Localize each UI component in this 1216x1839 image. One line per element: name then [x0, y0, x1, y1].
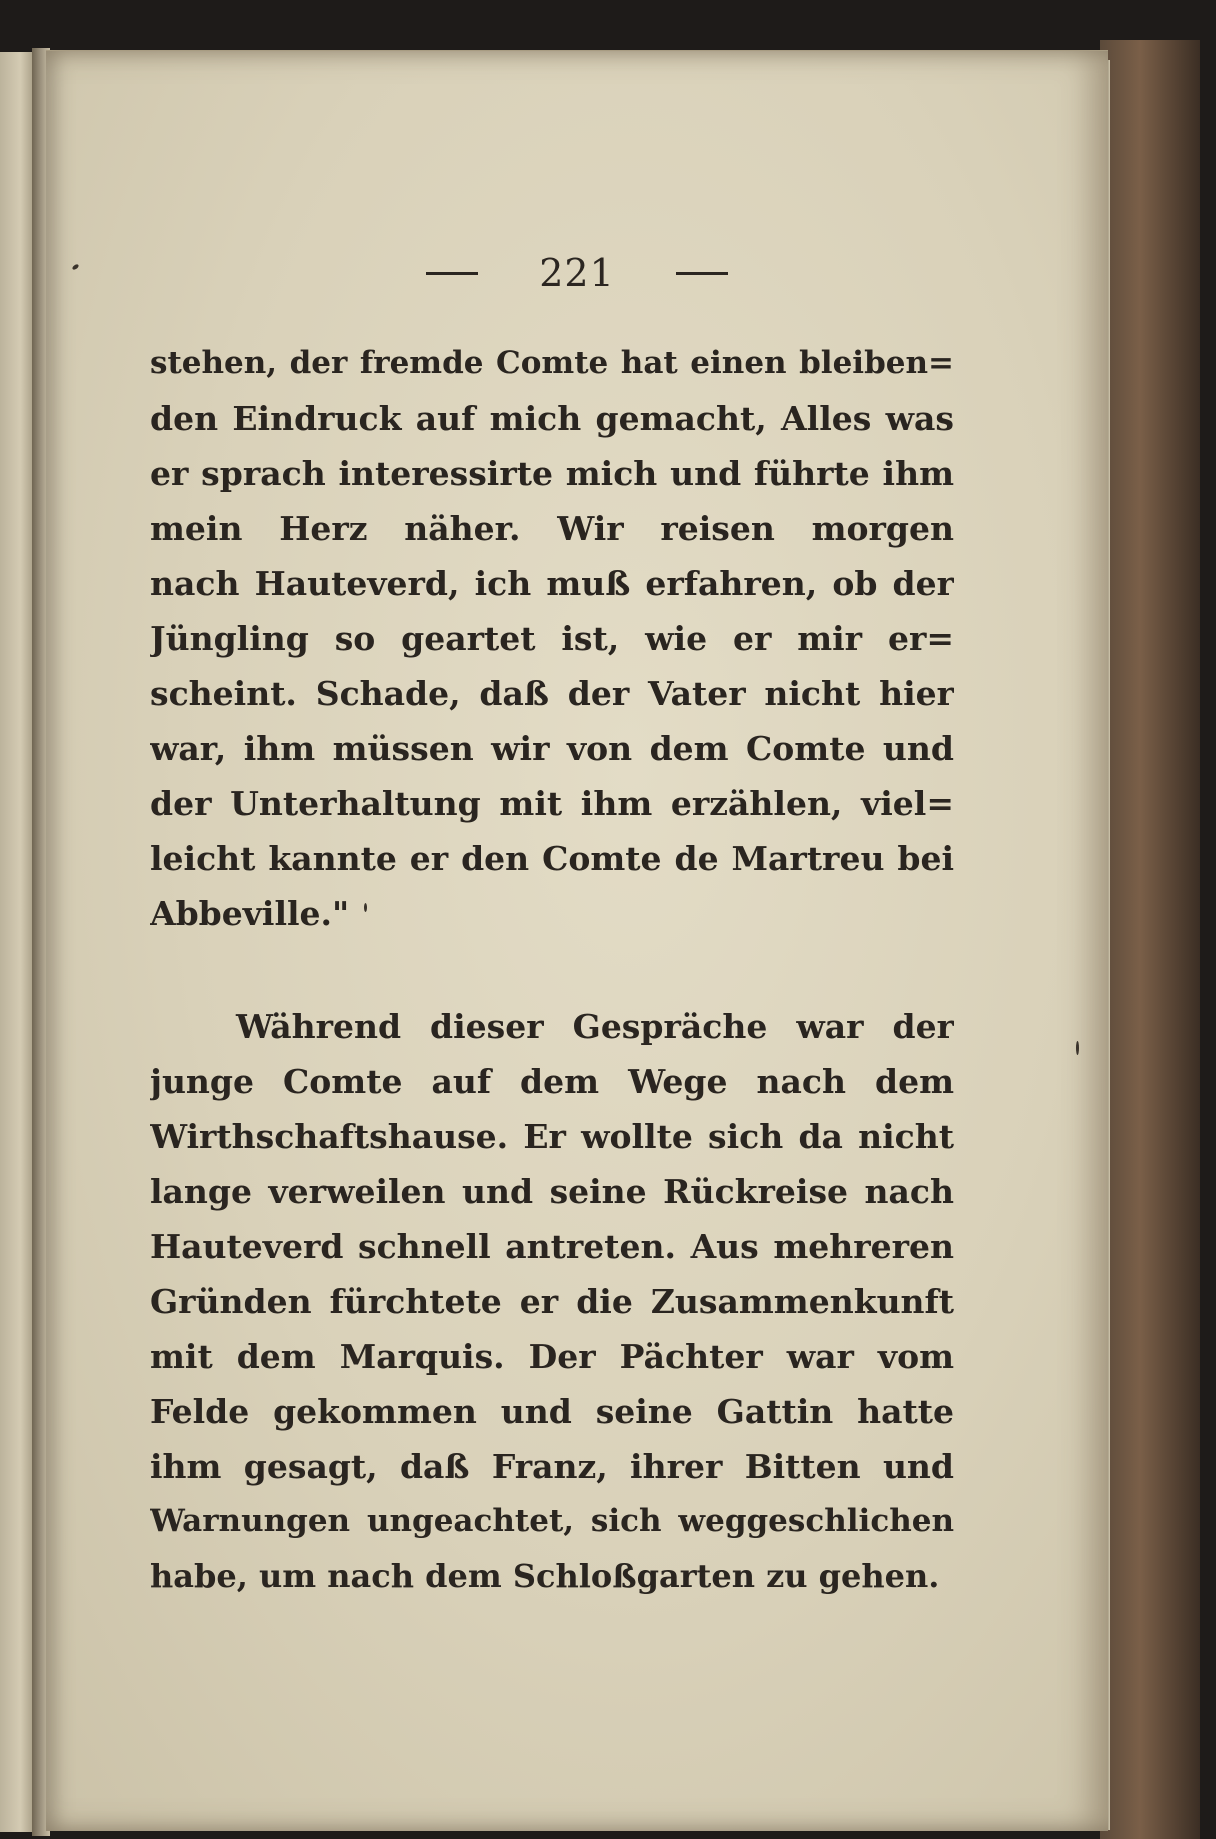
book-cover-edge — [1100, 40, 1200, 1839]
text-line: Hauteverd schnell antreten. Aus mehreren — [150, 1227, 954, 1266]
text-line: den Eindruck auf mich gemacht, Alles was — [150, 399, 954, 438]
text-line: ihm gesagt, daß Franz, ihrer Bitten und — [150, 1447, 954, 1486]
text-line: mein Herz näher. Wir reisen morgen — [150, 509, 954, 548]
facing-page-edge — [0, 52, 35, 1832]
book-page — [46, 50, 1108, 1831]
text-line: Wirthschaftshause. Er wollte sich da nicht — [150, 1117, 954, 1156]
header-dash-left — [426, 272, 478, 275]
text-line: leicht kannte er den Comte de Martreu bei — [150, 839, 954, 878]
text-line: der Unterhaltung mit ihm erzählen, viel= — [150, 784, 954, 823]
text-line: Warnungen ungeachtet, sich weggeschlichen — [150, 1503, 954, 1539]
paragraph-2 — [150, 999, 954, 1604]
page-header — [46, 251, 1108, 295]
text-line: lange verweilen und seine Rückreise nach — [150, 1172, 954, 1211]
paragraph-1 — [150, 336, 954, 941]
text-line: Felde gekommen und seine Gattin hatte — [150, 1392, 954, 1431]
text-line: habe, um nach dem Schloßgarten zu gehen. — [150, 1557, 940, 1595]
text-line: Jüngling so geartet ist, wie er mir er= — [150, 619, 954, 658]
text-line: junge Comte auf dem Wege nach dem — [150, 1062, 954, 1101]
text-line: mit dem Marquis. Der Pächter war vom — [150, 1337, 954, 1376]
ink-speck — [1076, 1041, 1079, 1055]
page-number: 221 — [539, 251, 615, 295]
header-dash-right — [676, 272, 728, 275]
text-line: Während dieser Gespräche war der — [236, 1007, 954, 1046]
text-line: scheint. Schade, daß der Vater nicht hier — [150, 674, 954, 713]
text-line: war, ihm müssen wir von dem Comte und — [150, 729, 954, 768]
text-line: Abbeville." — [150, 894, 350, 933]
text-line: Gründen fürchtete er die Zusammenkunft — [150, 1282, 954, 1321]
text-line: nach Hauteverd, ich muß erfahren, ob der — [150, 564, 954, 603]
ink-speck — [364, 903, 367, 912]
text-line: er sprach interessirte mich und führte ihm — [150, 454, 954, 493]
text-line: stehen, der fremde Comte hat einen bleiben= — [150, 345, 954, 381]
